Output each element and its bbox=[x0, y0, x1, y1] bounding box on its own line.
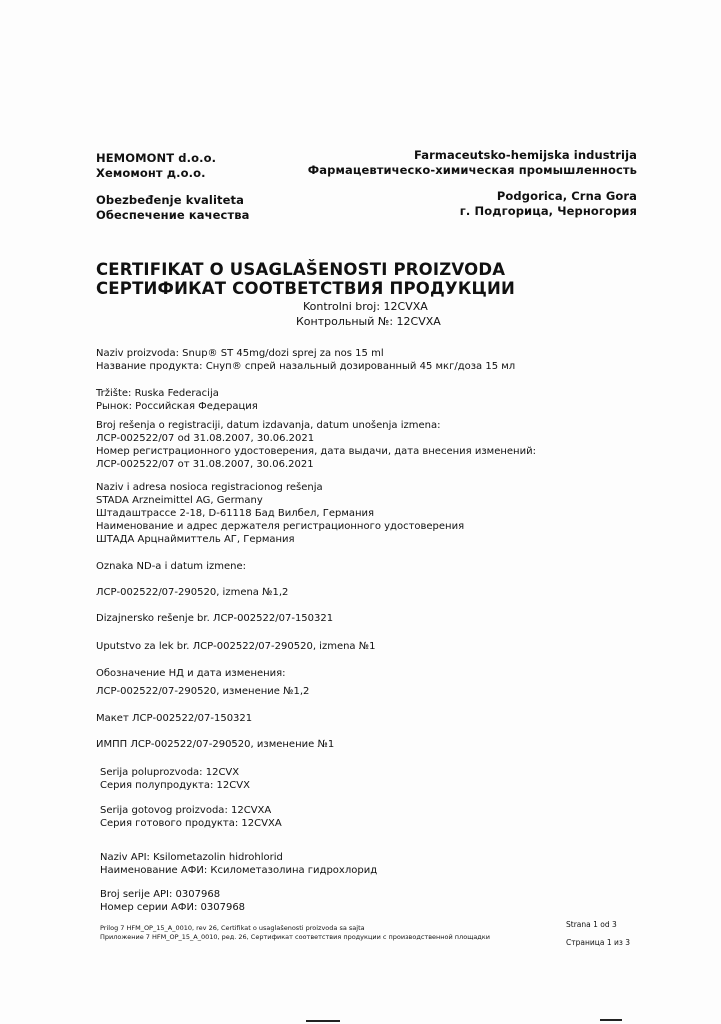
industry-cyrillic: Фармацевтическо-химическая промышленность bbox=[307, 163, 637, 177]
page-number-cyrillic: Страница 1 из 3 bbox=[566, 938, 630, 947]
design-solution-latin: Dizajnersko rešenje br. ЛСР-002522/07-150321 bbox=[96, 613, 334, 624]
api-batch-latin: Broj serije API: 0307968 bbox=[100, 889, 221, 900]
city-latin: Podgorica, Crna Gora bbox=[496, 189, 637, 203]
control-number-latin: Kontrolni broj: 12CVXA bbox=[303, 300, 428, 313]
leaflet-latin: Uputstvo za lek br. ЛСР-002522/07-290520, izmena №1 bbox=[96, 641, 376, 652]
impp-cyrillic: ИМПП ЛСР-002522/07-290520, изменение №1 bbox=[96, 739, 335, 750]
footer-note-latin: Prilog 7 HFM_OP_15_A_0010, rev 26, Certifikat o usaglašenosti proizvoda sa sajta bbox=[100, 924, 365, 932]
product-name-latin: Naziv proizvoda: Snup® ST 45mg/dozi sprej za nos 15 ml bbox=[96, 348, 384, 359]
certificate-title-cyrillic: СЕРТИФИКАТ СООТВЕТСТВИЯ ПРОДУКЦИИ bbox=[96, 279, 516, 298]
semi-product-batch-latin: Serija poluprozvoda: 12CVX bbox=[100, 767, 240, 778]
company-name-latin: HEMOMONT d.o.o. bbox=[96, 151, 217, 165]
market-latin: Tržište: Ruska Federacija bbox=[96, 388, 219, 399]
registration-label-cyrillic: Номер регистрационного удостоверения, дата выдачи, дата внесения изменений: bbox=[96, 446, 536, 457]
holder-name-cyrillic: ШТАДА Арцнаймиттель АГ, Германия bbox=[96, 534, 295, 545]
certificate-title-latin: CERTIFIKAT O USAGLAŠENOSTI PROIZVODA bbox=[96, 260, 506, 279]
scan-artifact bbox=[600, 1019, 622, 1021]
scan-artifact bbox=[306, 1020, 340, 1022]
control-number-cyrillic: Контрольный №: 12CVXA bbox=[296, 315, 441, 328]
footer-note-cyrillic: Приложение 7 HFM_OP_15_A_0010, ред. 26, Сертификат соответствия продукции с производственной площадки bbox=[100, 933, 490, 941]
nd-value-latin: ЛСР-002522/07-290520, izmena №1,2 bbox=[96, 587, 289, 598]
api-batch-cyrillic: Номер серии АФИ: 0307968 bbox=[100, 902, 246, 913]
department-cyrillic: Обеспечение качества bbox=[96, 208, 250, 222]
holder-label-cyrillic: Наименование и адрес держателя регистрационного удостоверения bbox=[96, 521, 465, 532]
nd-label-latin: Oznaka ND-a i datum izmene: bbox=[96, 561, 246, 572]
holder-name-latin: STADA Arzneimittel AG, Germany bbox=[96, 495, 263, 506]
holder-label-latin: Naziv i adresa nosioca registracionog rešenja bbox=[96, 482, 323, 493]
company-name-cyrillic: Хемомонт д.о.о. bbox=[96, 166, 206, 180]
maket-cyrillic: Макет ЛСР-002522/07-150321 bbox=[96, 713, 253, 724]
api-name-cyrillic: Наименование АФИ: Ксилометазолина гидрохлорид bbox=[100, 865, 378, 876]
registration-label-latin: Broj rešenja o registraciji, datum izdavanja, datum unošenja izmena: bbox=[96, 420, 441, 431]
registration-value-latin: ЛСР-002522/07 od 31.08.2007, 30.06.2021 bbox=[96, 433, 315, 444]
city-cyrillic: г. Подгорица, Черногория bbox=[459, 204, 637, 218]
page-number-latin: Strana 1 od 3 bbox=[566, 920, 617, 929]
registration-value-cyrillic: ЛСР-002522/07 от 31.08.2007, 30.06.2021 bbox=[96, 459, 314, 470]
nd-value-cyrillic: ЛСР-002522/07-290520, изменение №1,2 bbox=[96, 686, 310, 697]
finished-product-batch-cyrillic: Серия готового продукта: 12CVXA bbox=[100, 818, 282, 829]
market-cyrillic: Рынок: Российская Федерация bbox=[96, 401, 258, 412]
nd-label-cyrillic: Обозначение НД и дата изменения: bbox=[96, 668, 286, 679]
product-name-cyrillic: Название продукта: Снуп® спрей назальный дозированный 45 мкг/доза 15 мл bbox=[96, 361, 516, 372]
holder-address-cyrillic: Штадаштрассе 2-18, D-61118 Бад Вилбел, Германия bbox=[96, 508, 375, 519]
department-latin: Obezbeđenje kvaliteta bbox=[96, 193, 244, 207]
industry-latin: Farmaceutsko-hemijska industrija bbox=[413, 148, 637, 162]
finished-product-batch-latin: Serija gotovog proizvoda: 12CVXA bbox=[100, 805, 272, 816]
semi-product-batch-cyrillic: Серия полупродукта: 12CVX bbox=[100, 780, 250, 791]
api-name-latin: Naziv API: Ksilometazolin hidrohlorid bbox=[100, 852, 283, 863]
